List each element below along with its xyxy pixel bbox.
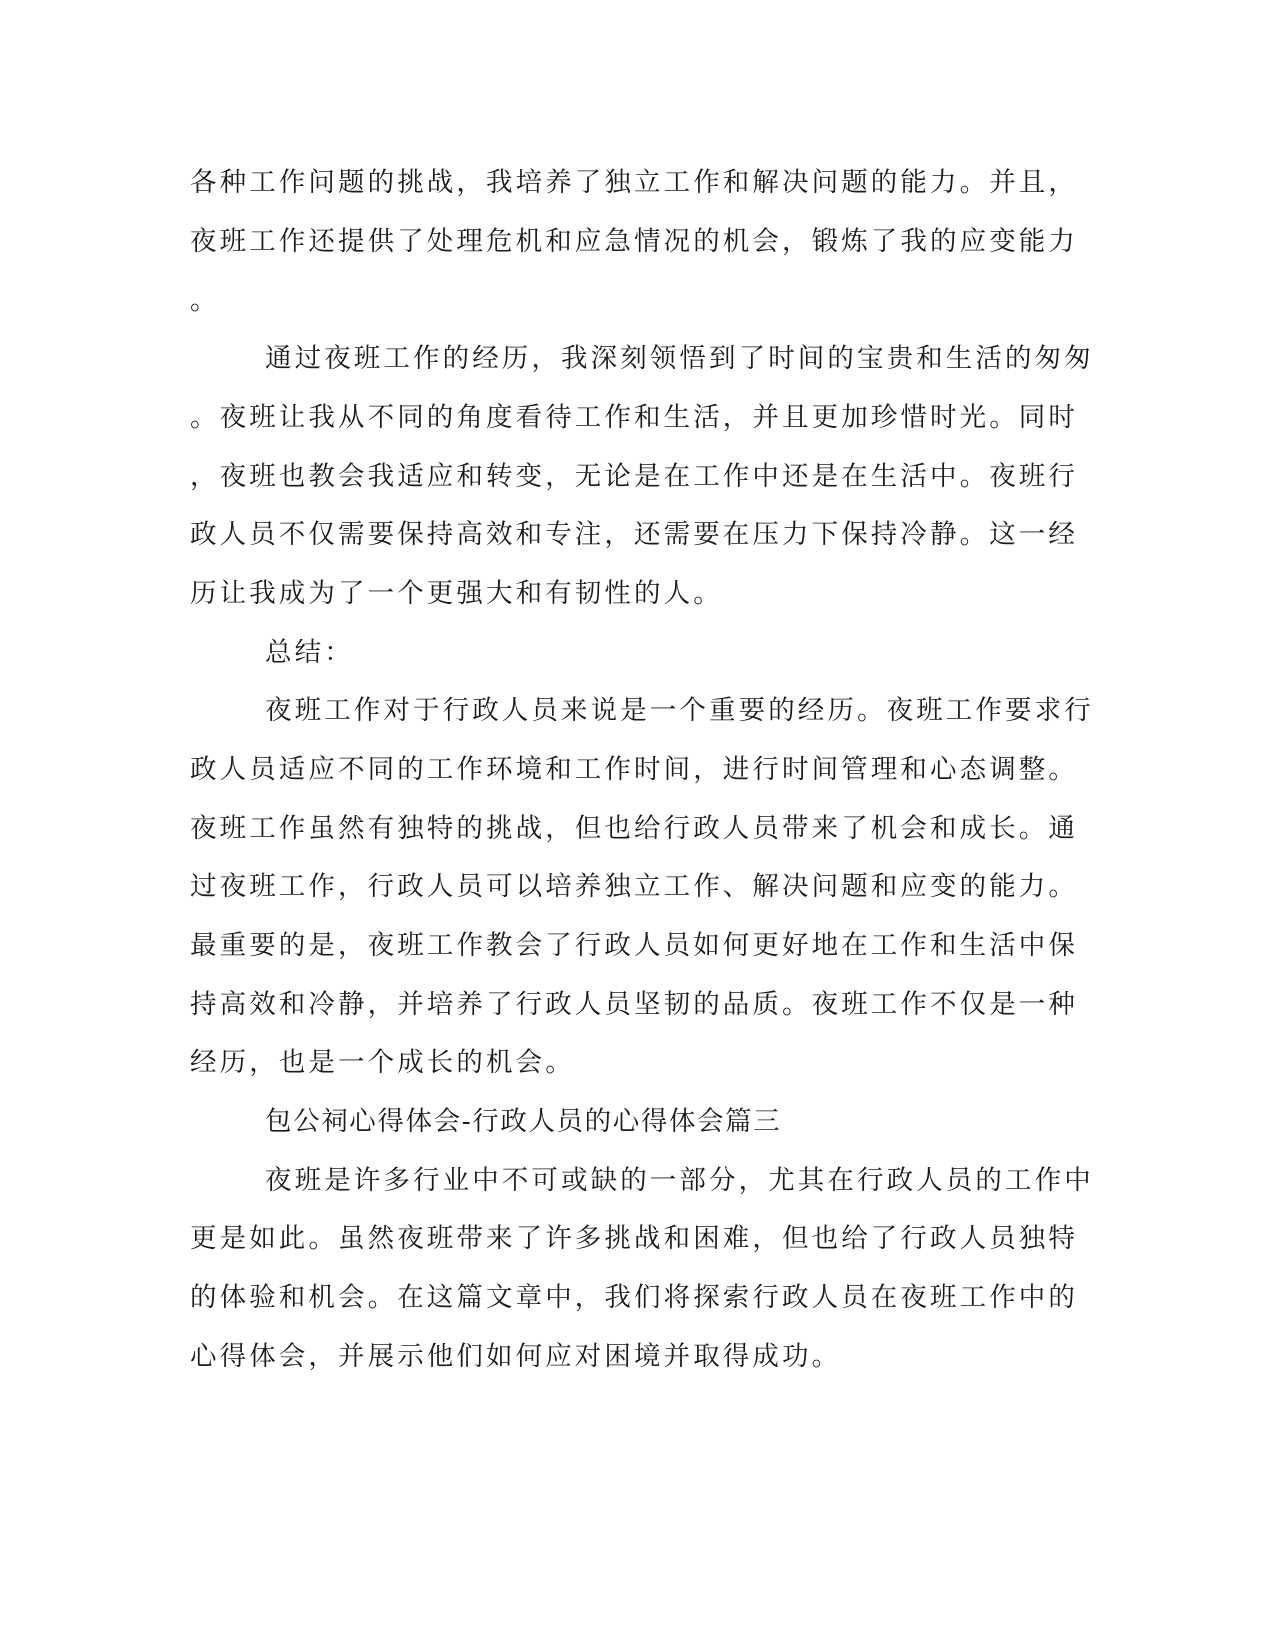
text-line: 政人员不仅需要保持高效和专注，还需要在压力下保持冷静。这一经 [190,519,1078,550]
text-line: 最重要的是，夜班工作教会了行政人员如何更好地在工作和生活中保 [190,930,1078,961]
text-line: 夜班工作还提供了处理危机和应急情况的机会，锻炼了我的应变能力 [190,226,1078,257]
text-line: 历让我成为了一个更强大和有韧性的人。 [190,578,723,609]
text-line: 经历，也是一个成长的机会。 [190,1047,575,1078]
text-line: ，夜班也教会我适应和转变，无论是在工作中还是在生活中。夜班行 [190,461,1078,492]
text-line: 。 [190,285,220,316]
section-heading: 包公祠心得体会-行政人员的心得体会篇三 [265,1106,782,1137]
paragraph-first-line: 夜班工作对于行政人员来说是一个重要的经历。夜班工作要求行 [265,695,1094,726]
summary-label: 总结： [265,637,354,668]
paragraph-first-line: 夜班是许多行业中不可或缺的一部分，尤其在行政人员的工作中 [265,1165,1094,1196]
text-line: 各种工作问题的挑战，我培养了独立工作和解决问题的能力。并且， [190,167,1078,198]
text-line: 更是如此。虽然夜班带来了许多挑战和困难，但也给了行政人员独特 [190,1223,1078,1254]
text-line: 夜班工作虽然有独特的挑战，但也给行政人员带来了机会和成长。通 [190,813,1078,844]
text-line: 政人员适应不同的工作环境和工作时间，进行时间管理和心态调整。 [190,754,1078,785]
text-line: 持高效和冷静，并培养了行政人员坚韧的品质。夜班工作不仅是一种 [190,989,1078,1020]
text-line: 过夜班工作，行政人员可以培养独立工作、解决问题和应变的能力。 [190,871,1078,902]
paragraph-first-line: 通过夜班工作的经历，我深刻领悟到了时间的宝贵和生活的匆匆 [265,343,1094,374]
text-line: 的体验和机会。在这篇文章中，我们将探索行政人员在夜班工作中的 [190,1282,1078,1313]
text-line: 心得体会，并展示他们如何应对困境并取得成功。 [190,1341,842,1372]
text-line: 。夜班让我从不同的角度看待工作和生活，并且更加珍惜时光。同时 [190,402,1078,433]
